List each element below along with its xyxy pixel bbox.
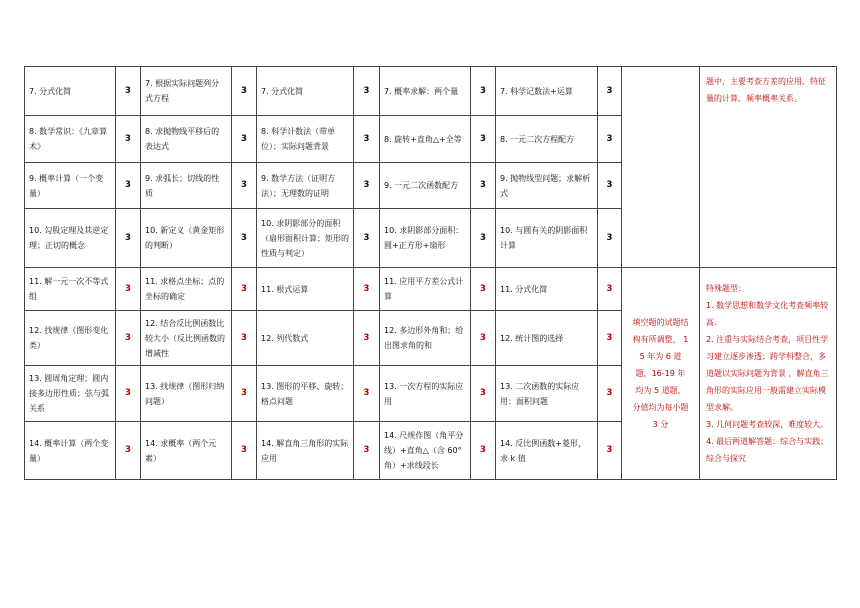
score-cell: 3 xyxy=(354,422,380,480)
score-cell: 3 xyxy=(354,268,380,311)
topic-cell: 13. 图形的平移、旋转；格点问题 xyxy=(257,366,354,422)
special-type-item: 2. 注重与实际结合考查，项目性学习建立逐步渗透；跨学科整合，多道题以实际问题为背景 ，解直角三角形的实际应用一般需建立实际模型求解。 xyxy=(706,335,829,412)
topic-cell: 11. 解一元一次不等式组 xyxy=(25,268,116,311)
topic-cell: 7. 分式化简 xyxy=(25,67,116,116)
score-cell: 3 xyxy=(116,268,141,311)
topic-cell: 8. 旋转+直角△+全等 xyxy=(380,116,471,163)
score-cell: 3 xyxy=(598,67,622,116)
topic-cell: 9. 求弧长；切线的性质 xyxy=(141,163,232,209)
score-cell: 3 xyxy=(232,163,257,209)
topic-cell: 12. 多边形外角和；给出图求角的和 xyxy=(380,311,471,366)
topic-cell: 13. 二次函数的实际应用：面积问题 xyxy=(496,366,598,422)
score-cell: 3 xyxy=(598,311,622,366)
topic-cell: 8. 数学常识：《九章算术》 xyxy=(25,116,116,163)
score-cell: 3 xyxy=(354,209,380,268)
score-cell: 3 xyxy=(232,116,257,163)
score-cell: 3 xyxy=(232,67,257,116)
topic-cell: 8. 求抛物线平移后的表达式 xyxy=(141,116,232,163)
score-cell: 3 xyxy=(598,116,622,163)
fill-in-summary: 填空题的试题结构有所调整， 15 年为 6 道题，16-19 年均为 5 道题，分值均为每小题 3 分 xyxy=(622,268,700,480)
table-row xyxy=(25,268,837,311)
analysis-note: 题中，主要考查方差的应用、特征量的计算、频率概率关系。 xyxy=(700,67,837,268)
topic-cell: 14. 反比例函数+菱形，求 k 值 xyxy=(496,422,598,480)
topic-cell: 10. 勾股定理及其逆定理；正切的概念 xyxy=(25,209,116,268)
topic-cell: 11. 分式化简 xyxy=(496,268,598,311)
score-cell: 3 xyxy=(354,366,380,422)
special-type-item: 1. 数学思想和数学文化考查频率较高. xyxy=(706,301,829,327)
score-cell: 3 xyxy=(471,163,496,209)
topic-cell: 13. 找规律（图形归纳问题） xyxy=(141,366,232,422)
topic-cell: 12. 找规律（图形变化类） xyxy=(25,311,116,366)
score-cell: 3 xyxy=(471,311,496,366)
score-cell: 3 xyxy=(116,163,141,209)
score-cell: 3 xyxy=(471,268,496,311)
score-cell: 3 xyxy=(116,116,141,163)
topic-cell: 14. 尺规作图（角平分线）+直角△（含 60°角）+求线段长 xyxy=(380,422,471,480)
topic-cell: 12. 统计图的选择 xyxy=(496,311,598,366)
score-cell: 3 xyxy=(116,311,141,366)
topic-cell: 10. 求阴影部分面积：圆+正方形+扇形 xyxy=(380,209,471,268)
score-cell: 3 xyxy=(232,422,257,480)
blank-summary-cell xyxy=(622,67,700,268)
topic-cell: 12. 列代数式 xyxy=(257,311,354,366)
table-row xyxy=(25,67,837,116)
score-cell: 3 xyxy=(471,116,496,163)
topic-cell: 9. 抛物线型问题；求解析式 xyxy=(496,163,598,209)
topic-cell: 7. 根据实际问题列分式方程 xyxy=(141,67,232,116)
score-cell: 3 xyxy=(471,209,496,268)
score-cell: 3 xyxy=(232,268,257,311)
special-type-item: 4. 最后两道解答题：综合与实践；综合与探究 xyxy=(706,437,829,463)
topic-cell: 9. 数学方法（证明方法）；无理数的证明 xyxy=(257,163,354,209)
score-cell: 3 xyxy=(354,311,380,366)
score-cell: 3 xyxy=(598,268,622,311)
score-cell: 3 xyxy=(232,209,257,268)
topic-cell: 10. 求阴影部分的面积（扇形面积计算；矩形的性质与判定） xyxy=(257,209,354,268)
special-types-note xyxy=(700,268,837,480)
score-cell: 3 xyxy=(471,422,496,480)
score-cell: 3 xyxy=(116,209,141,268)
topic-cell: 14. 概率计算（两个变量） xyxy=(25,422,116,480)
topic-cell: 8. 科学计数法（带单位）；实际问题背景 xyxy=(257,116,354,163)
topic-cell: 11. 应用平方差公式计算 xyxy=(380,268,471,311)
score-cell: 3 xyxy=(598,163,622,209)
topic-cell: 8. 一元二次方程配方 xyxy=(496,116,598,163)
topic-cell: 10. 新定义（黄金矩形的判断） xyxy=(141,209,232,268)
topic-cell: 12. 结合反比例函数比较大小（反比例函数的增减性 xyxy=(141,311,232,366)
topic-cell: 9. 概率计算（一个变量） xyxy=(25,163,116,209)
score-cell: 3 xyxy=(598,366,622,422)
topic-cell: 13. 一次方程的实际应用 xyxy=(380,366,471,422)
score-cell: 3 xyxy=(354,163,380,209)
topic-cell: 13. 圆周角定理；圆内接多边形性质；弦与弧关系 xyxy=(25,366,116,422)
score-cell: 3 xyxy=(471,67,496,116)
topic-cell: 9. 一元二次函数配方 xyxy=(380,163,471,209)
score-cell: 3 xyxy=(598,422,622,480)
score-cell: 3 xyxy=(116,422,141,480)
special-type-item: 3. 几何问题考查较深，难度较大。 xyxy=(706,420,829,429)
score-cell: 3 xyxy=(232,311,257,366)
topic-cell: 7. 分式化简 xyxy=(257,67,354,116)
topic-cell: 7. 概率求解：两个量 xyxy=(380,67,471,116)
score-cell: 3 xyxy=(116,366,141,422)
score-cell: 3 xyxy=(471,366,496,422)
special-types-title: 特殊题型： xyxy=(706,284,746,293)
topic-cell: 11. 根式运算 xyxy=(257,268,354,311)
score-cell: 3 xyxy=(354,67,380,116)
topic-cell: 14. 求概率（两个元素） xyxy=(141,422,232,480)
score-cell: 3 xyxy=(232,366,257,422)
score-cell: 3 xyxy=(116,67,141,116)
exam-analysis-table xyxy=(24,66,837,480)
topic-cell: 7. 科学记数法+运算 xyxy=(496,67,598,116)
score-cell: 3 xyxy=(354,116,380,163)
score-cell: 3 xyxy=(598,209,622,268)
topic-cell: 14. 解直角三角形的实际应用 xyxy=(257,422,354,480)
topic-cell: 10. 与圆有关的阴影面积计算 xyxy=(496,209,598,268)
topic-cell: 11. 求格点坐标；点的坐标的确定 xyxy=(141,268,232,311)
